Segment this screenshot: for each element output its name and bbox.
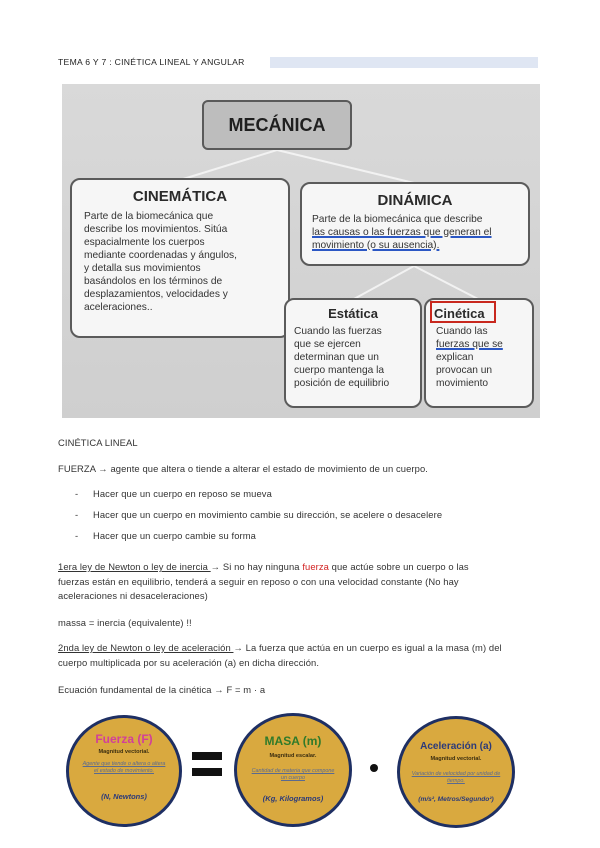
bullet-dash: - <box>75 509 79 520</box>
cinematica-text <box>84 210 237 314</box>
dinamica-box <box>300 182 530 266</box>
cinematica-line: describe los movimientos. Sitúa <box>84 224 228 235</box>
law2-title: 2nda ley de Newton o ley de aceleración <box>58 642 234 653</box>
fuerza-circle <box>66 715 182 827</box>
law1-line: aceleraciones ni desaceleraciones) <box>58 590 208 601</box>
cinetica-line: movimiento <box>436 378 489 389</box>
cinematica-box <box>70 178 290 338</box>
cinematica-line: mediante coordenadas y ángulos, <box>84 250 237 261</box>
aceleracion-circle-sub: Magnitud vectorial. <box>430 756 482 762</box>
masa-circle <box>234 713 352 827</box>
dinamica-text <box>312 213 492 252</box>
section-heading: CINÉTICA LINEAL <box>58 437 138 448</box>
fuerza-circle-sub: Magnitud vectorial. <box>98 749 150 755</box>
fuerza-definition: FUERZA → agente que altera o tiende a alterar el estado de movimiento de un cuerpo. <box>58 463 428 474</box>
estatica-title: Estática <box>328 306 378 321</box>
cinetica-line: explican <box>436 352 474 363</box>
equals-sign <box>192 752 222 778</box>
masa-circle-unit: (Kg, Kilogramos) <box>262 794 324 803</box>
mecanica-box <box>202 100 352 150</box>
law1-line: fuerzas están en equilibrio, tenderá a seguir en reposo o con una velocidad constante (No hay <box>58 575 459 587</box>
bullet-item: Hacer que un cuerpo en movimiento cambie su dirección, se acelere o desacelere <box>93 509 443 520</box>
estatica-box <box>284 298 422 408</box>
estatica-line: cuerpo mantenga la <box>294 365 385 376</box>
dinamica-line: movimiento (o su ausencia). <box>312 240 440 251</box>
fuerza-circle-unit: (N, Newtons) <box>101 792 147 801</box>
law1-paragraph <box>58 560 542 604</box>
multiplication-dot <box>370 764 378 772</box>
mecanica-diagram <box>62 84 540 418</box>
masa-circle-title: MASA (m) <box>264 734 322 748</box>
cinetica-line: provocan un <box>436 365 493 376</box>
law2-text: → La fuerza que actúa en un cuerpo es igual a la masa (m) del <box>233 642 502 653</box>
estatica-line: Cuando las fuerzas <box>294 326 382 337</box>
cinetica-text <box>436 325 503 390</box>
fuerza-circle-title: Fuerza (F) <box>95 732 153 746</box>
cinetica-title: Cinética <box>434 306 485 321</box>
cinematica-title: CINEMÁTICA <box>132 188 228 205</box>
cinetica-line: fuerzas que se <box>436 339 503 350</box>
aceleracion-circle <box>397 716 515 828</box>
masa-note: massa = inercia (equivalente) !! <box>58 617 192 628</box>
aceleracion-circle-unit: (m/s², Metros/Segundo²) <box>418 796 494 803</box>
bullet-item: Hacer que un cuerpo cambie su forma <box>93 530 256 541</box>
law1-text: → Si no hay ninguna <box>210 561 303 572</box>
aceleracion-circle-desc: Variación de velocidad por unidad de tiempo. <box>411 771 501 784</box>
page-title: TEMA 6 Y 7 : CINÉTICA LINEAL Y ANGULAR <box>58 57 245 67</box>
cinematica-line: y detalla sus movimientos <box>84 263 201 274</box>
cinematica-line: basándolos en los términos de <box>84 276 223 287</box>
cinetica-highlight-frame <box>430 301 496 323</box>
estatica-line: posición de equilibrio <box>294 378 390 389</box>
bullet-dash: - <box>75 488 79 499</box>
law2-paragraph <box>58 641 542 670</box>
dinamica-line: las causas o las fuerzas que generan el <box>312 227 492 238</box>
estatica-line: que se ejercen <box>294 339 361 350</box>
mecanica-title: MECÁNICA <box>228 115 326 135</box>
header-highlight-bar <box>270 57 538 68</box>
estatica-text <box>294 325 389 390</box>
masa-circle-sub: Magnitud escalar. <box>269 753 317 759</box>
law1-highlight: fuerza <box>302 561 329 572</box>
dinamica-title: DINÁMICA <box>377 192 453 209</box>
masa-circle-desc: Cantidad de materia que compone un cuerpo <box>251 768 335 781</box>
law2-line: cuerpo multiplicada por su aceleración (a) en dicha dirección. <box>58 656 320 668</box>
cinematica-line: aceleraciones.. <box>84 302 153 313</box>
cinetica-line: Cuando las <box>436 326 488 337</box>
bullet-item: Hacer que un cuerpo en reposo se mueva <box>93 488 272 499</box>
bullet-dash: - <box>75 530 79 541</box>
dinamica-line: Parte de la biomecánica que describe <box>312 214 483 225</box>
law2-line <box>58 641 542 656</box>
law1-text: que actúe sobre un cuerpo o las <box>328 561 469 572</box>
page-header <box>58 57 538 69</box>
equation-text: Ecuación fundamental de la cinética → F = m · a <box>58 684 266 695</box>
aceleracion-circle-title: Aceleración (a) <box>420 741 492 752</box>
cinematica-line: espacialmente los cuerpos <box>84 237 205 248</box>
cinematica-line: desplazamientos, velocidades y <box>84 289 228 300</box>
fuerza-circle-desc: Agente que tiende o altera o altera el estado de movimiento. <box>82 761 166 774</box>
estatica-line: determinan que un <box>294 352 379 363</box>
law1-line <box>58 560 542 575</box>
cinematica-line: Parte de la biomecánica que <box>84 211 214 222</box>
law1-title: 1era ley de Newton o ley de inercia <box>58 561 211 572</box>
